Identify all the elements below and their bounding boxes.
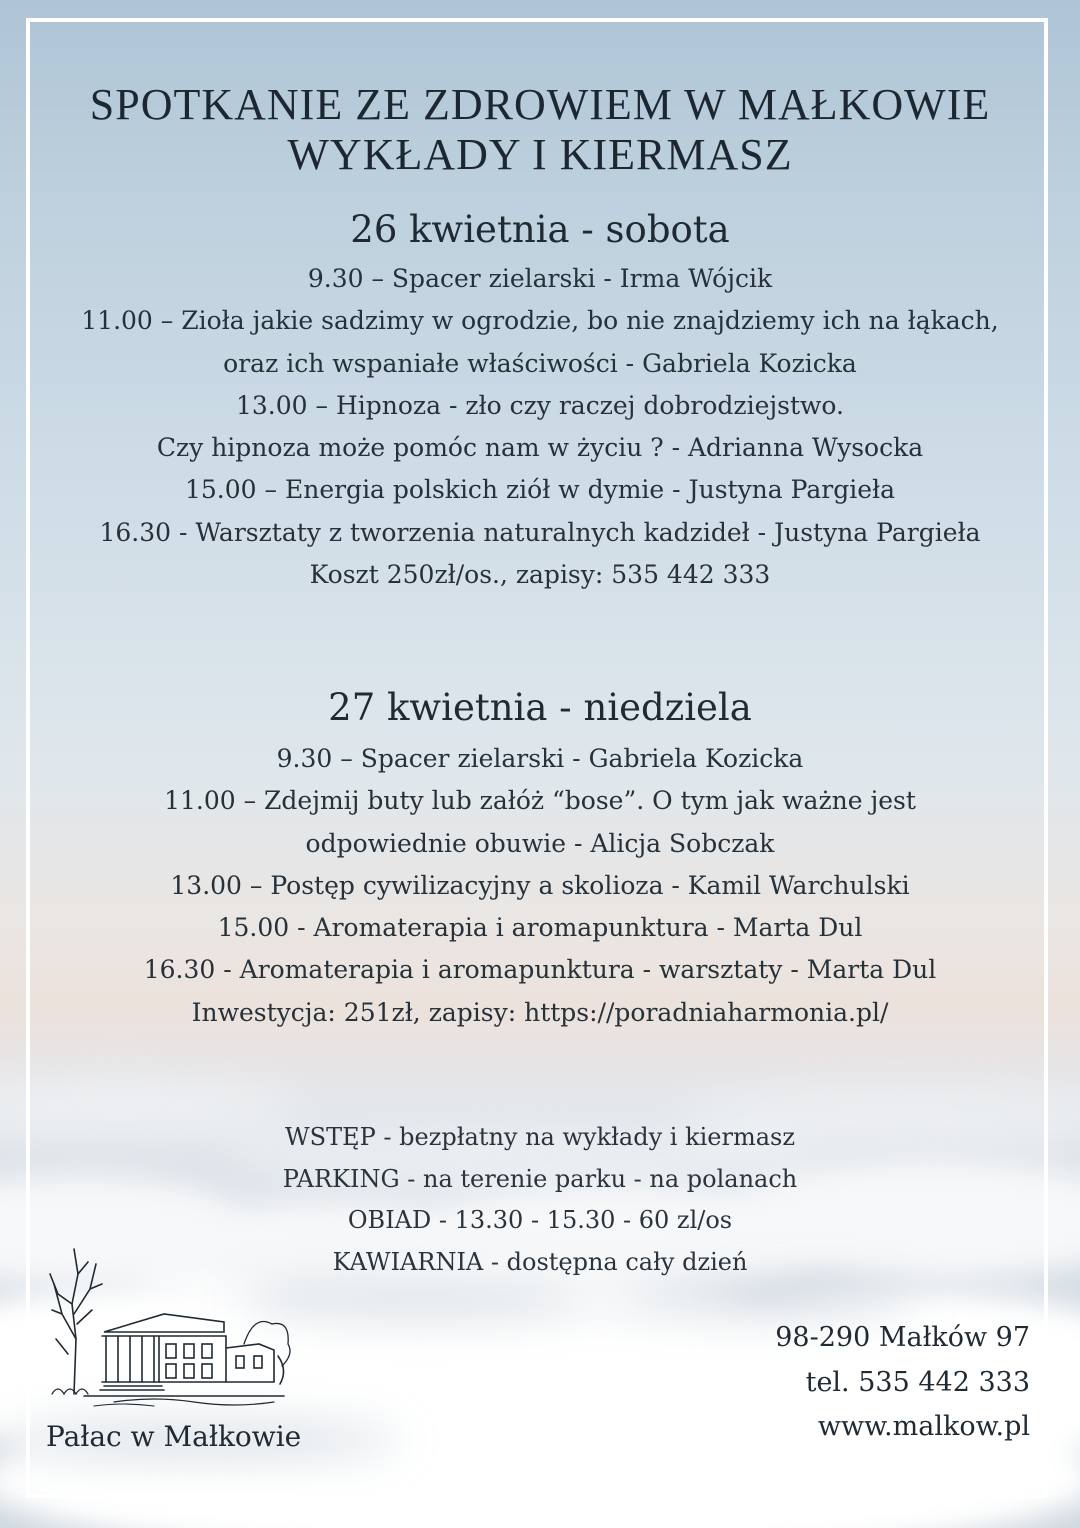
contact-phone: tel. 535 442 333	[805, 1366, 1030, 1398]
title-line-2: WYKŁADY I KIERMASZ	[287, 130, 793, 179]
schedule-line: 13.00 – Hipnoza - zło czy raczej dobrodziejstwo.	[236, 390, 844, 420]
schedule-line: oraz ich wspaniałe właściwości - Gabriela Kozicka	[223, 348, 857, 378]
schedule-line: odpowiednie obuwie - Alicja Sobczak	[305, 828, 775, 858]
contact-address: 98-290 Małków 97	[775, 1322, 1030, 1353]
schedule-line: 15.00 – Energia polskich ziół w dymie - Justyna Pargieła	[185, 475, 895, 505]
schedule-line: 16.30 - Aromaterapia i aromapunktura - warsztaty - Marta Dul	[143, 955, 937, 985]
day2-heading: 27 kwietnia - niedziela	[328, 686, 752, 729]
day2-schedule	[0, 738, 1080, 1034]
schedule-line: 15.00 - Aromaterapia i aromapunktura - Marta Dul	[217, 913, 863, 943]
info-entry: WSTĘP - bezpłatny na wykłady i kiermasz	[284, 1123, 795, 1151]
schedule-line: 11.00 – Zioła jakie sadzimy w ogrodzie, bo nie znajdziemy ich na łąkach,	[81, 306, 999, 336]
schedule-line: 9.30 – Spacer zielarski - Gabriela Kozicka	[276, 744, 804, 773]
info-cafe: KAWIARNIA - dostępna cały dzień	[332, 1247, 748, 1276]
title-line-1: SPOTKANIE ZE ZDROWIEM W MAŁKOWIE	[89, 80, 991, 129]
schedule-line: 9.30 – Spacer zielarski - Irma Wójcik	[307, 264, 773, 293]
palace-name: Pałac w Małkowie	[46, 1420, 302, 1453]
info-lunch: OBIAD - 13.30 - 15.30 - 60 zl/os	[347, 1206, 733, 1234]
info-parking: PARKING - na terenie parku - na polanach	[282, 1164, 798, 1193]
schedule-line: 13.00 – Postęp cywilizacyjny a skolioza - Kamil Warchulski	[170, 870, 910, 900]
palace-illustration-icon	[44, 1244, 294, 1419]
contact-website[interactable]: www.malkow.pl	[817, 1411, 1030, 1442]
day1-cost: Koszt 250zł/os., zapisy: 535 442 333	[309, 560, 771, 590]
schedule-line: Czy hipnoza może pomóc nam w życiu ? - Adrianna Wysocka	[156, 433, 924, 463]
day1-heading: 26 kwietnia - sobota	[350, 208, 730, 251]
day1-schedule	[0, 258, 1080, 596]
schedule-line: 16.30 - Warsztaty z tworzenia naturalnych kadzideł - Justyna Pargieła	[99, 517, 981, 547]
schedule-line: 11.00 – Zdejmij buty lub załóż “bose”. O tym jak ważne jest	[164, 786, 916, 816]
event-title	[0, 80, 1080, 180]
day2-cost: Inwestycja: 251zł, zapisy: https://poradniaharmonia.pl/	[191, 997, 889, 1027]
contact-block	[775, 1316, 1030, 1450]
